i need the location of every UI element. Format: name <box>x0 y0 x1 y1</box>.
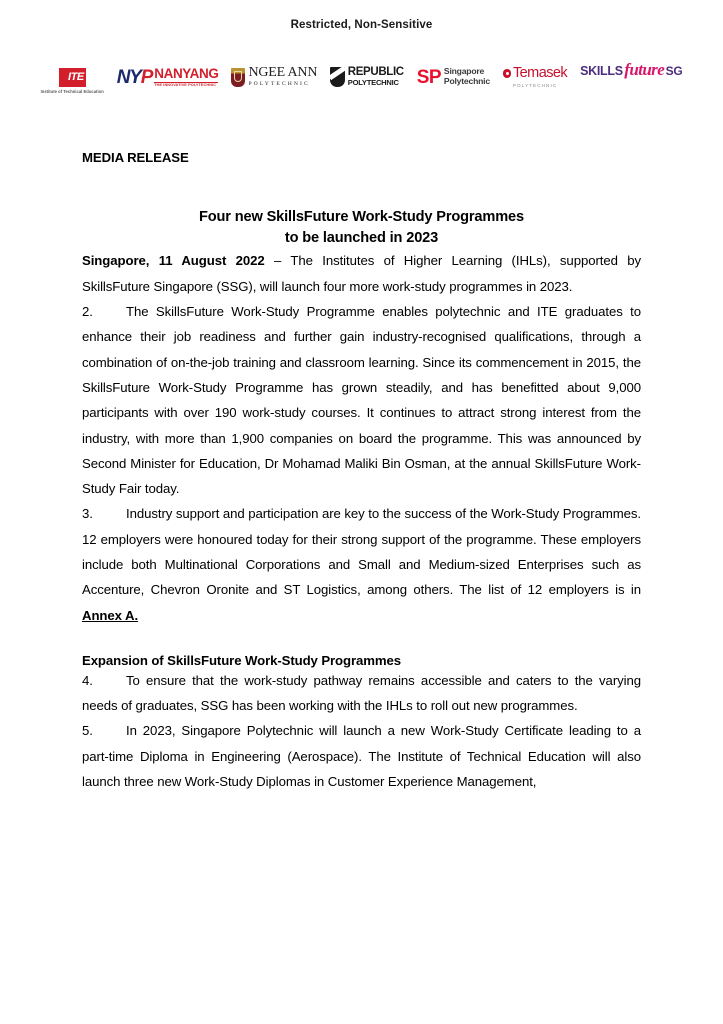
ite-logo <box>41 60 104 94</box>
paragraph-4 <box>82 668 641 719</box>
temasek-logo-row <box>503 66 567 81</box>
ite-logo-caption: Institute of Technical Education <box>40 89 104 94</box>
annex-a-link[interactable]: Annex A. <box>82 607 139 623</box>
skillsfuture-sg-logo <box>580 60 682 94</box>
lead-paragraph-text: – The Institutes of Higher Learning (IHLs), supported by SkillsFuture Singapore (SSG), will launch four more work-study programmes in 2023. <box>82 253 641 294</box>
temasek-dot-icon <box>503 69 512 78</box>
skillsfuture-logo-sg: SG <box>665 64 683 78</box>
paragraph-5-number: 5. <box>82 723 93 739</box>
nyp-logo-title: NANYANG <box>154 65 219 81</box>
republic-logo-subtitle: POLYTECHNIC <box>347 78 399 88</box>
paragraph-3 <box>82 501 641 627</box>
nanyang-polytechnic-logo <box>117 60 219 94</box>
ite-logo-mark <box>59 68 86 87</box>
lead-paragraph <box>82 248 641 299</box>
republic-logo-title: REPUBLIC <box>347 66 404 79</box>
page-title-line1: Four new SkillsFuture Work-Study Programmes <box>199 209 524 225</box>
singapore-polytechnic-logo <box>417 60 490 94</box>
paragraph-3-number: 3. <box>82 506 93 522</box>
ngee-ann-logo-subtitle: POLYTECHNIC <box>248 80 310 87</box>
nyp-logo-mark <box>117 68 152 87</box>
sp-logo-line2: Polytechnic <box>443 76 490 86</box>
sp-logo-text <box>444 67 490 86</box>
page-title-line2: to be launched in 2023 <box>284 229 439 246</box>
skillsfuture-logo-skills: SKILLS <box>580 64 623 78</box>
skillsfuture-logo-future: future <box>624 60 665 79</box>
republic-shield-icon <box>330 67 345 87</box>
document-body <box>0 150 723 794</box>
ngee-ann-polytechnic-logo <box>231 60 317 94</box>
ngee-ann-crest-icon <box>231 68 245 87</box>
dateline: Singapore, 11 August 2022 <box>82 253 265 269</box>
section-heading-expansion: Expansion of SkillsFuture Work-Study Programmes <box>82 652 401 668</box>
temasek-polytechnic-logo <box>503 60 567 94</box>
page-title <box>82 207 641 248</box>
sp-logo-mark: SP <box>416 66 441 88</box>
ngee-ann-logo-title: NGEE ANN <box>248 65 318 81</box>
temasek-logo-subtitle: POLYTECHNIC <box>512 82 558 88</box>
institution-logo-banner <box>0 48 723 94</box>
paragraph-3-text: Industry support and participation are key to the success of the Work-Study Programmes. 12 employers were honoured today for their strong support of the programme. These employers include both Multinational Corporations and Small and Medium-sized Enterprises such as Accenture, Chevron Oronite and ST Logistics, among others. The list of 12 employers is in <box>82 506 641 598</box>
paragraph-2-number: 2. <box>82 304 93 320</box>
nyp-mark-ny: NY <box>116 66 141 88</box>
paragraph-5-text: In 2023, Singapore Polytechnic will launch a new Work-Study Certificate leading to a part-time Diploma in Engineering (Aerospace). The Institute of Technical Education will also launch three new Work-Study Diplomas in Customer Experience Management, <box>82 723 641 790</box>
nyp-logo-text <box>154 67 218 88</box>
paragraph-4-number: 4. <box>82 672 93 688</box>
paragraph-2-text: The SkillsFuture Work-Study Programme enables polytechnic and ITE graduates to enhance their job readiness and further gain industry-recognised qualifications, through a combination of on-the-job training and classroom learning. Since its commencement in 2015, the SkillsFuture Work-Study Programme has grown steadily, and has benefitted about 9,000 participants with over 190 work-study courses. It continues to attract strong interest from the industry, with more than 1,900 companies on board the programme. This was announced by Second Minister for Education, Dr Mohamad Maliki Bin Osman, at the annual SkillsFuture Work-Study Fair today. <box>82 304 641 497</box>
nyp-mark-p: P <box>140 66 153 88</box>
nyp-logo-tagline: THE INNOVATIVE POLYTECHNIC <box>154 82 218 88</box>
temasek-logo-title: Temasek <box>512 65 568 82</box>
media-release-label: MEDIA RELEASE <box>82 150 189 165</box>
classification-banner: Restricted, Non-Sensitive <box>290 19 433 31</box>
paragraph-4-text: To ensure that the work-study pathway remains accessible and caters to the varying needs of graduates, SSG has been working with the IHLs to roll out new programmes. <box>82 672 641 714</box>
ite-logo-text: ITE <box>68 70 84 83</box>
paragraph-5 <box>82 718 641 794</box>
republic-logo-text <box>348 67 404 87</box>
paragraph-2 <box>82 299 641 501</box>
republic-polytechnic-logo <box>330 60 403 94</box>
sp-logo-line1: Singapore <box>443 66 485 77</box>
ngee-ann-logo-text <box>248 66 317 87</box>
